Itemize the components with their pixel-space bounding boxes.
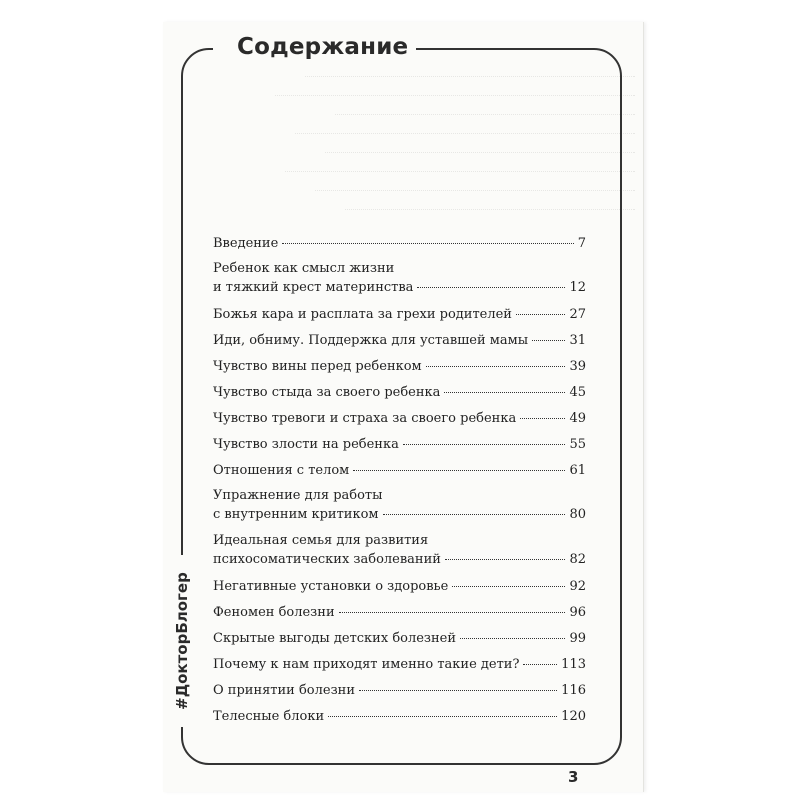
toc-entry-title: Введение [213, 236, 279, 251]
dot-leader [516, 314, 565, 315]
toc-entry [213, 305, 586, 324]
toc-entry [213, 234, 586, 253]
dot-leader [403, 444, 566, 445]
toc-entry [213, 435, 586, 454]
toc-entry-title: Чувство злости на ребенка [213, 437, 399, 452]
dot-leader [460, 638, 565, 639]
toc-page-number: 113 [561, 657, 586, 672]
toc-page-number: 80 [569, 507, 586, 522]
toc-entry-title: Божья кара и расплата за грехи родителей [213, 307, 512, 322]
toc-page-number: 61 [569, 463, 586, 478]
toc-entry [213, 629, 586, 648]
toc-page-number: 55 [569, 437, 586, 452]
dot-leader [417, 287, 565, 288]
page-title: Содержание [229, 34, 416, 60]
dot-leader [520, 418, 565, 419]
toc-entry-title: Отношения с телом [213, 463, 350, 478]
toc-entry-title: с внутренним критиком [213, 507, 379, 522]
toc-page-number: 116 [561, 683, 586, 698]
toc-entry-title: Иди, обниму. Поддержка для уставшей мамы [213, 333, 529, 348]
dot-leader [282, 243, 573, 244]
toc-entry-title: Чувство вины перед ребенком [213, 359, 422, 374]
toc-entry-title: Негативные установки о здоровье [213, 579, 449, 594]
toc-entry [213, 603, 586, 622]
dot-leader [328, 716, 557, 717]
toc-page-number: 92 [569, 579, 586, 594]
toc-page-number: 12 [569, 280, 586, 295]
toc-entry [213, 655, 586, 674]
dot-leader [523, 664, 557, 665]
dot-leader [452, 586, 565, 587]
toc-page-number: 96 [569, 605, 586, 620]
side-label: #ДокторБлогер [173, 572, 191, 710]
toc-page-number: 27 [569, 307, 586, 322]
toc-page-number: 120 [561, 709, 586, 724]
dot-leader [532, 340, 565, 341]
toc-entry [213, 681, 586, 700]
dot-leader [359, 690, 557, 691]
toc-page-number: 49 [569, 411, 586, 426]
toc-page-number: 45 [569, 385, 586, 400]
toc-entry [213, 260, 586, 297]
toc-entry-title: Феномен болезни [213, 605, 335, 620]
toc-entry [213, 383, 586, 402]
dot-leader [339, 612, 566, 613]
toc-entry [213, 577, 586, 596]
toc-entry-title: Скрытые выгоды детских болезней [213, 631, 457, 646]
toc-page-number: 31 [569, 333, 586, 348]
toc-entry-title: Чувство стыда за своего ребенка [213, 385, 441, 400]
toc-page-number: 82 [569, 552, 586, 567]
toc-entry-title-line: Ребенок как смысл жизни [213, 261, 395, 276]
toc-entry [213, 409, 586, 428]
toc-entry-title: О принятии болезни [213, 683, 355, 698]
toc-page-number: 39 [569, 359, 586, 374]
dot-leader [353, 470, 565, 471]
toc-entry [213, 461, 586, 480]
toc-entry-title: Чувство тревоги и страха за своего ребенка [213, 411, 517, 426]
dot-leader [445, 559, 566, 560]
dot-leader [426, 366, 566, 367]
dot-leader [444, 392, 565, 393]
toc-entry-title: Телесные блоки [213, 709, 325, 724]
toc-entry [213, 707, 586, 726]
toc-entry [213, 487, 586, 524]
toc-entry-title-line: Упражнение для работы [213, 488, 383, 503]
toc-page-number: 99 [569, 631, 586, 646]
toc-entry-title: Почему к нам приходят именно такие дети? [213, 657, 520, 672]
toc-entry-title: и тяжкий крест материнства [213, 280, 414, 295]
toc-entry-title-line: Идеальная семья для развития [213, 533, 429, 548]
toc-entry [213, 331, 586, 350]
toc-entry [213, 357, 586, 376]
toc-entry [213, 532, 586, 569]
page-number: 3 [568, 768, 579, 786]
dot-leader [383, 514, 566, 515]
table-of-contents [213, 234, 586, 724]
toc-entry-title: психосоматических заболеваний [213, 552, 441, 567]
toc-page-number: 7 [577, 236, 586, 251]
